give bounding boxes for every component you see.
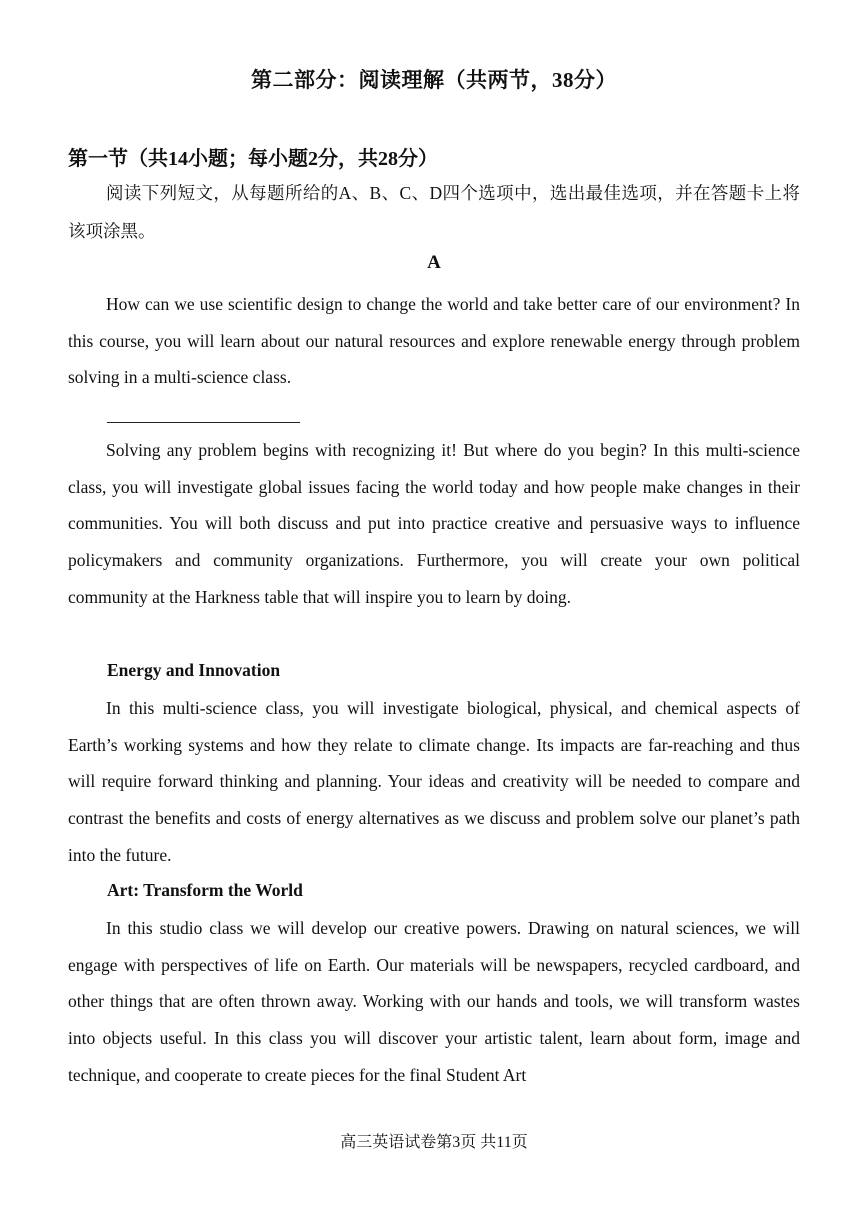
passage-label: A xyxy=(427,252,441,273)
instructions-text: 阅读下列短文，从每题所给的A、B、C、D四个选项中，选出最佳选项，并在答题卡上将该项涂黑。 xyxy=(68,183,800,241)
section-body-energy: In this multi-science class, you will investigate biological, physical, and chemical aspects of Earth’s working systems and how they relate to climate change. Its impacts are far-reaching and thus will require forward thinking and planning. Your ideas and creativity will be needed to compare and contrast the benefits and costs of energy alternatives as we discuss and problem solve our planet’s path into the future. xyxy=(68,698,800,865)
section-body-art: In this studio class we will develop our creative powers. Drawing on natural sciences, we will engage with perspectives of life on Earth. Our materials will be newspapers, recycled cardboard, and other things that are often thrown away. Working with our hands and tools, we will transform wastes into objects useful. In this class you will discover your artistic talent, learn about form, image and technique, and cooperate to create pieces for the final Student Art xyxy=(68,918,800,1085)
page-footer: 高三英语试卷第3页 共11页 xyxy=(340,1134,528,1151)
section-heading-energy: Energy and Innovation xyxy=(107,660,281,680)
blank-section-body: Solving any problem begins with recognizing it! But where do you begin? In this multi-science class, you will investigate global issues facing the world today and how people make changes in their communities. You will both discuss and put into practice creative and persuasive ways to influence policymakers and community organizations. Furthermore, you will create your own political community at the Harkness table that will inspire you to learn by doing. xyxy=(68,440,800,607)
section-title: 第一节（共14小题；每小题2分，共28分） xyxy=(68,148,438,170)
section-heading-art: Art: Transform the World xyxy=(107,880,303,900)
passage-intro: How can we use scientific design to change the world and take better care of our environment? In this course, you will learn about our natural resources and explore renewable energy through problem solving in a multi-science class. xyxy=(68,294,800,388)
part-title: 第二部分：阅读理解（共两节，38分） xyxy=(251,68,617,92)
subheading-blank-line xyxy=(107,422,300,423)
